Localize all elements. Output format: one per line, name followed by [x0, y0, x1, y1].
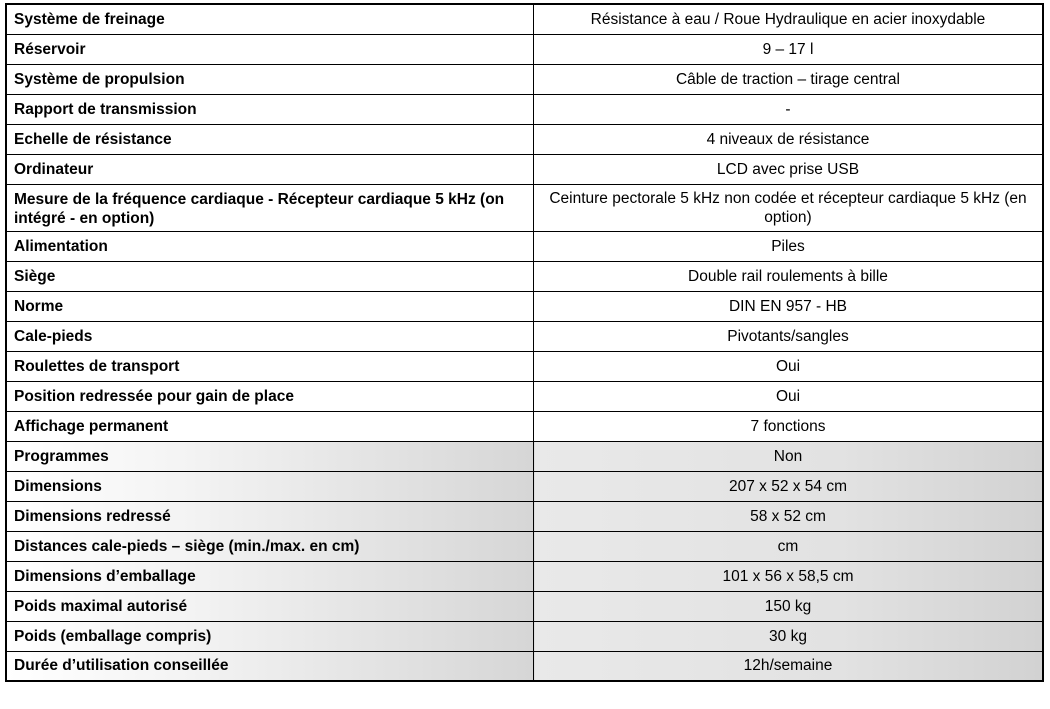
row-value: Résistance à eau / Roue Hydraulique en acier inoxydable [534, 4, 1044, 34]
row-label: Ordinateur [6, 154, 534, 184]
row-label: Durée d’utilisation conseillée [6, 651, 534, 681]
row-value: Ceinture pectorale 5 kHz non codée et récepteur cardiaque 5 kHz (en option) [534, 184, 1044, 231]
row-label: Système de propulsion [6, 64, 534, 94]
table-row-packaging-dimensions [6, 561, 1043, 591]
row-label: Norme [6, 291, 534, 321]
row-value: 30 kg [534, 621, 1044, 651]
row-value: Non [534, 441, 1044, 471]
table-row-dimensions [6, 471, 1043, 501]
row-label: Poids maximal autorisé [6, 591, 534, 621]
table-row-seat [6, 261, 1043, 291]
table-row-max-weight [6, 591, 1043, 621]
row-label: Système de freinage [6, 4, 534, 34]
table-row-weight [6, 621, 1043, 651]
table-row-display [6, 411, 1043, 441]
row-value: 150 kg [534, 591, 1044, 621]
row-value: 9 – 17 l [534, 34, 1044, 64]
table-row-usage-duration [6, 651, 1043, 681]
table-row-heart-rate [6, 184, 1043, 231]
table-row-standard [6, 291, 1043, 321]
table-row-programs [6, 441, 1043, 471]
row-label: Programmes [6, 441, 534, 471]
row-value: Double rail roulements à bille [534, 261, 1044, 291]
row-value: Oui [534, 351, 1044, 381]
row-value: 101 x 56 x 58,5 cm [534, 561, 1044, 591]
row-value: LCD avec prise USB [534, 154, 1044, 184]
row-value: DIN EN 957 - HB [534, 291, 1044, 321]
row-label: Mesure de la fréquence cardiaque - Récepteur cardiaque 5 kHz (on intégré - en option) [6, 184, 534, 231]
row-label: Réservoir [6, 34, 534, 64]
row-value: - [534, 94, 1044, 124]
row-label: Distances cale-pieds – siège (min./max. en cm) [6, 531, 534, 561]
table-row-braking-system [6, 4, 1043, 34]
row-value: 207 x 52 x 54 cm [534, 471, 1044, 501]
table-row-dimensions-upright [6, 501, 1043, 531]
row-value: Oui [534, 381, 1044, 411]
row-label: Dimensions [6, 471, 534, 501]
table-row-computer [6, 154, 1043, 184]
row-value: 7 fonctions [534, 411, 1044, 441]
table-row-footrest-seat-distance [6, 531, 1043, 561]
table-row-reservoir [6, 34, 1043, 64]
row-value: 12h/semaine [534, 651, 1044, 681]
row-label: Dimensions redressé [6, 501, 534, 531]
row-label: Cale-pieds [6, 321, 534, 351]
table-row-resistance-scale [6, 124, 1043, 154]
spec-table [5, 3, 1044, 682]
row-value: Câble de traction – tirage central [534, 64, 1044, 94]
spec-table-body [6, 4, 1043, 681]
row-value: 4 niveaux de résistance [534, 124, 1044, 154]
row-label: Poids (emballage compris) [6, 621, 534, 651]
row-value: cm [534, 531, 1044, 561]
row-label: Echelle de résistance [6, 124, 534, 154]
row-value: Pivotants/sangles [534, 321, 1044, 351]
table-row-foot-straps [6, 321, 1043, 351]
row-label: Dimensions d’emballage [6, 561, 534, 591]
table-row-transmission [6, 94, 1043, 124]
row-value: Piles [534, 231, 1044, 261]
row-label: Rapport de transmission [6, 94, 534, 124]
row-label: Siège [6, 261, 534, 291]
row-label: Roulettes de transport [6, 351, 534, 381]
table-row-transport-wheels [6, 351, 1043, 381]
table-row-upright-storage [6, 381, 1043, 411]
row-label: Affichage permanent [6, 411, 534, 441]
row-label: Position redressée pour gain de place [6, 381, 534, 411]
row-value: 58 x 52 cm [534, 501, 1044, 531]
row-label: Alimentation [6, 231, 534, 261]
table-row-propulsion [6, 64, 1043, 94]
table-row-power-supply [6, 231, 1043, 261]
